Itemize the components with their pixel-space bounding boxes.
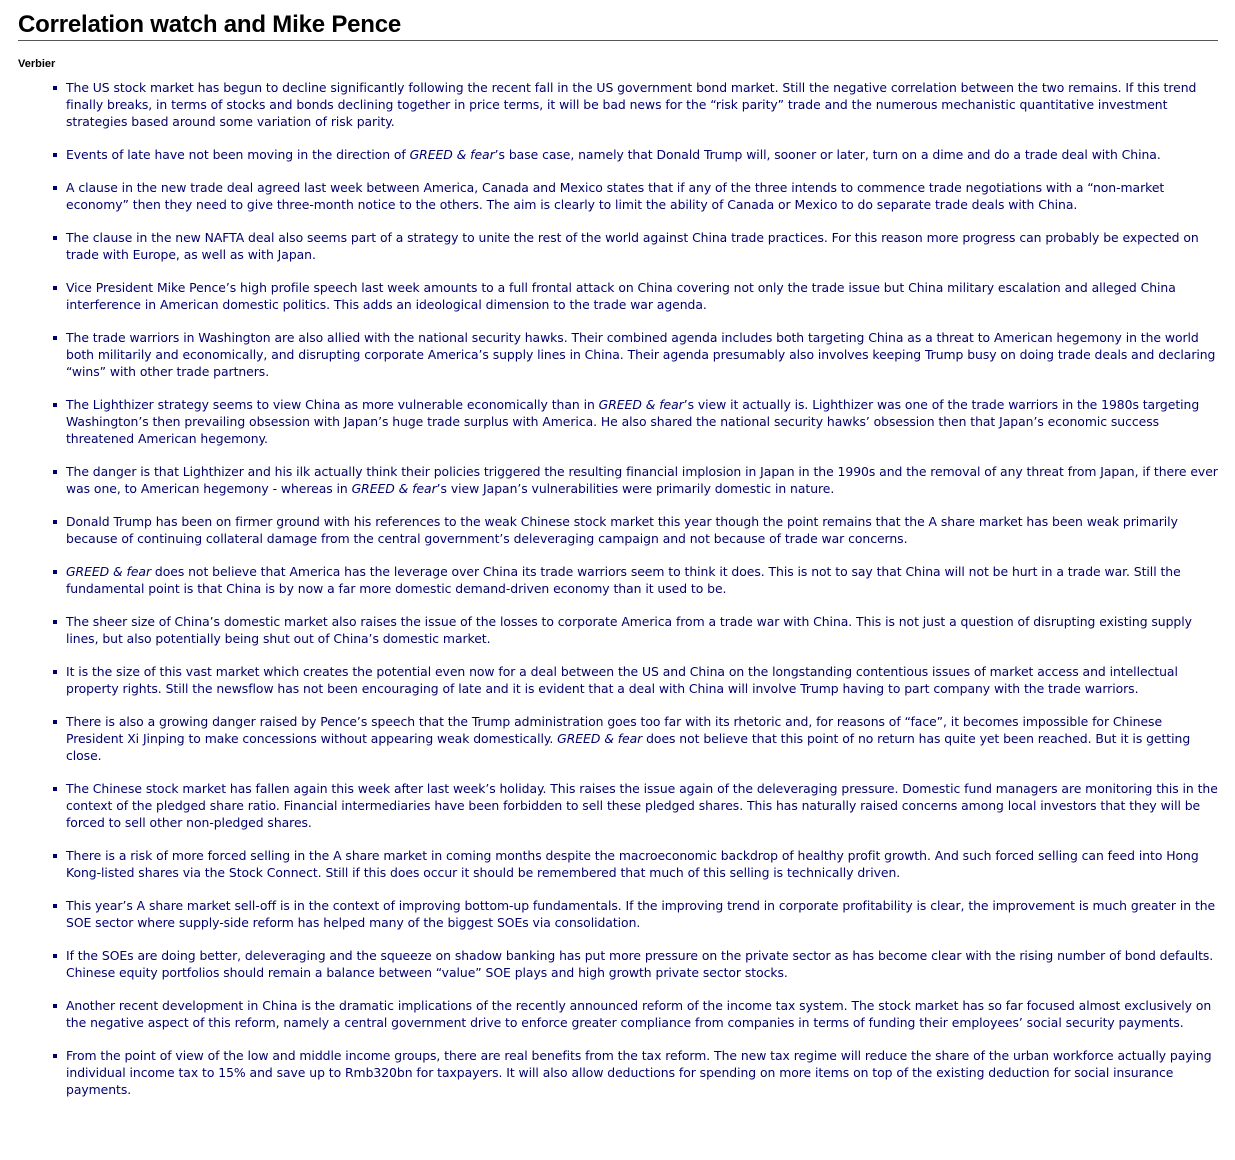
bullet-item: [18, 897, 1218, 931]
bullet-item: [18, 146, 1218, 163]
bullet-text: There is also a growing danger raised by Pence’s speech that the Trump administration goes too far with its rhetoric and, for reasons of “face”, it becomes impossible for Chinese President Xi Jinping to make concessions without appearing weak domestically. GREED & fear does not believe that this point of no return has quite yet been reached. But it is getting close.: [66, 714, 1191, 763]
bullet-item: [18, 613, 1218, 647]
bullet-square-icon: [53, 570, 57, 574]
bullet-text: The Lighthizer strategy seems to view China as more vulnerable economically than in GREED & fear’s view it actually is. Lighthizer was one of the trade warriors in the 1980s targeting Washington’s then prevailing obsession with Japan’s huge trade surplus with America. He also shared the national security hawks’ obsession then that Japan’s economic success threatened American hegemony.: [66, 397, 1200, 446]
article: [18, 10, 1218, 1114]
bullet-text: The clause in the new NAFTA deal also seems part of a strategy to unite the rest of the world against China trade practices. For this reason more progress can probably be expected on trade with Europe, as well as with Japan.: [66, 230, 1199, 262]
bullet-item: [18, 329, 1218, 380]
bullet-square-icon: [53, 86, 57, 90]
dateline-location: Verbier: [18, 58, 56, 70]
bullet-item: [18, 780, 1218, 831]
bullet-square-icon: [53, 904, 57, 908]
bullet-square-icon: [53, 520, 57, 524]
bullet-square-icon: [53, 954, 57, 958]
bullet-text: The trade warriors in Washington are also allied with the national security hawks. Their combined agenda includes both targeting China as a threat to American hegemony in the world both militarily and economically, and disrupting corporate America’s supply lines in China. Their agenda presumably also involves keeping Trump busy on doing trade deals and declaring “wins” with other trade partners.: [66, 330, 1216, 379]
bullet-item: [18, 947, 1218, 981]
bullet-item: [18, 847, 1218, 881]
bullet-square-icon: [53, 186, 57, 190]
bullet-square-icon: [53, 1054, 57, 1058]
bullet-square-icon: [53, 336, 57, 340]
bullet-text: GREED & fear does not believe that America has the leverage over China its trade warriors seem to think it does. This is not to say that China will not be hurt in a trade war. Still the fundamental point is that China is by now a far more domestic demand-driven economy than it used to be.: [66, 564, 1181, 596]
bullet-item: [18, 396, 1218, 447]
bullet-square-icon: [53, 1004, 57, 1008]
bullet-square-icon: [53, 470, 57, 474]
bullet-square-icon: [53, 787, 57, 791]
bullet-square-icon: [53, 403, 57, 407]
bullet-text: Another recent development in China is the dramatic implications of the recently announced reform of the income tax system. The stock market has so far focused almost exclusively on the negative aspect of this reform, namely a central government drive to enforce greater compliance from companies in terms of funding their employees’ social security payments.: [66, 998, 1212, 1030]
bullet-text: A clause in the new trade deal agreed last week between America, Canada and Mexico states that if any of the three intends to commence trade negotiations with a “non-market economy” then they need to give three-month notice to the others. The aim is clearly to limit the ability of Canada or Mexico to do separate trade deals with China.: [66, 180, 1165, 212]
bullet-text: This year’s A share market sell-off is in the context of improving bottom-up fundamentals. If the improving trend in corporate profitability is clear, the improvement is much greater in the SOE sector where supply-side reform has helped many of the biggest SOEs via consolidation.: [66, 898, 1216, 930]
bullet-text: There is a risk of more forced selling in the A share market in coming months despite the macroeconomic backdrop of healthy profit growth. And such forced selling can feed into Hong Kong-listed shares via the Stock Connect. Still if this does occur it should be remembered that much of this selling is technically driven.: [66, 848, 1199, 880]
bullet-text: Vice President Mike Pence’s high profile speech last week amounts to a full frontal attack on China covering not only the trade issue but China military escalation and alleged China interference in American domestic politics. This adds an ideological dimension to the trade war agenda.: [66, 280, 1176, 312]
bullet-text: Events of late have not been moving in the direction of GREED & fear’s base case, namely that Donald Trump will, sooner or later, turn on a dime and do a trade deal with China.: [66, 147, 1161, 162]
bullet-text: Donald Trump has been on firmer ground with his references to the weak Chinese stock market this year though the point remains that the A share market has been weak primarily because of continuing collateral damage from the central government’s deleveraging campaign and not because of trade war concerns.: [66, 514, 1178, 546]
bullet-square-icon: [53, 620, 57, 624]
bullet-item: [18, 279, 1218, 313]
bullet-text: It is the size of this vast market which creates the potential even now for a deal between the US and China on the longstanding contentious issues of market access and intellectual property rights. Still the newsflow has not been encouraging of late and it is evident that a deal with China will involve Trump having to part company with the trade warriors.: [66, 664, 1178, 696]
bullet-text: The US stock market has begun to decline significantly following the recent fall in the US government bond market. Still the negative correlation between the two remains. If this trend finally breaks, in terms of stocks and bonds declining together in price terms, it will be bad news for the “risk parity” trade and the numerous mechanistic quantitative investment strategies based around some variation of risk parity.: [66, 80, 1197, 129]
bullet-list: [18, 79, 1218, 1098]
bullet-item: [18, 713, 1218, 764]
bullet-square-icon: [53, 670, 57, 674]
bullet-item: [18, 513, 1218, 547]
bullet-square-icon: [53, 720, 57, 724]
bullet-square-icon: [53, 236, 57, 240]
bullet-square-icon: [53, 153, 57, 157]
bullet-item: [18, 997, 1218, 1031]
bullet-item: [18, 79, 1218, 130]
bullet-item: [18, 463, 1218, 497]
bullet-item: [18, 663, 1218, 697]
bullet-item: [18, 179, 1218, 213]
bullet-text: If the SOEs are doing better, deleveraging and the squeeze on shadow banking has put more pressure on the private sector as has become clear with the rising number of bond defaults. Chinese equity portfolios should remain a balance between “value” SOE plays and high growth private sector stocks.: [66, 948, 1214, 980]
bullet-text: The Chinese stock market has fallen again this week after last week’s holiday. This raises the issue again of the deleveraging pressure. Domestic fund managers are monitoring this in the context of the pledged share ratio. Financial intermediaries have been forbidden to sell these pledged shares. This has naturally raised concerns among local investors that they will be forced to sell other non-pledged shares.: [66, 781, 1218, 830]
bullet-text: The sheer size of China’s domestic market also raises the issue of the losses to corporate America from a trade war with China. This is not just a question of disrupting existing supply lines, but also potentially being shut out of China’s domestic market.: [66, 614, 1192, 646]
bullet-text: From the point of view of the low and middle income groups, there are real benefits from the tax reform. The new tax regime will reduce the share of the urban workforce actually paying individual income tax to 15% and save up to Rmb320bn for taxpayers. It will also allow deductions for spending on more items on top of the existing deduction for social insurance payments.: [66, 1048, 1212, 1097]
page-title: Correlation watch and Mike Pence: [18, 10, 1218, 41]
bullet-item: [18, 563, 1218, 597]
bullet-item: [18, 1047, 1218, 1098]
bullet-text: The danger is that Lighthizer and his ilk actually think their policies triggered the resulting financial implosion in Japan in the 1990s and the removal of any threat from Japan, if there ever was one, to American hegemony - whereas in GREED & fear’s view Japan’s vulnerabilities were primarily domestic in nature.: [66, 464, 1218, 496]
bullet-item: [18, 229, 1218, 263]
bullet-square-icon: [53, 286, 57, 290]
bullet-square-icon: [53, 854, 57, 858]
